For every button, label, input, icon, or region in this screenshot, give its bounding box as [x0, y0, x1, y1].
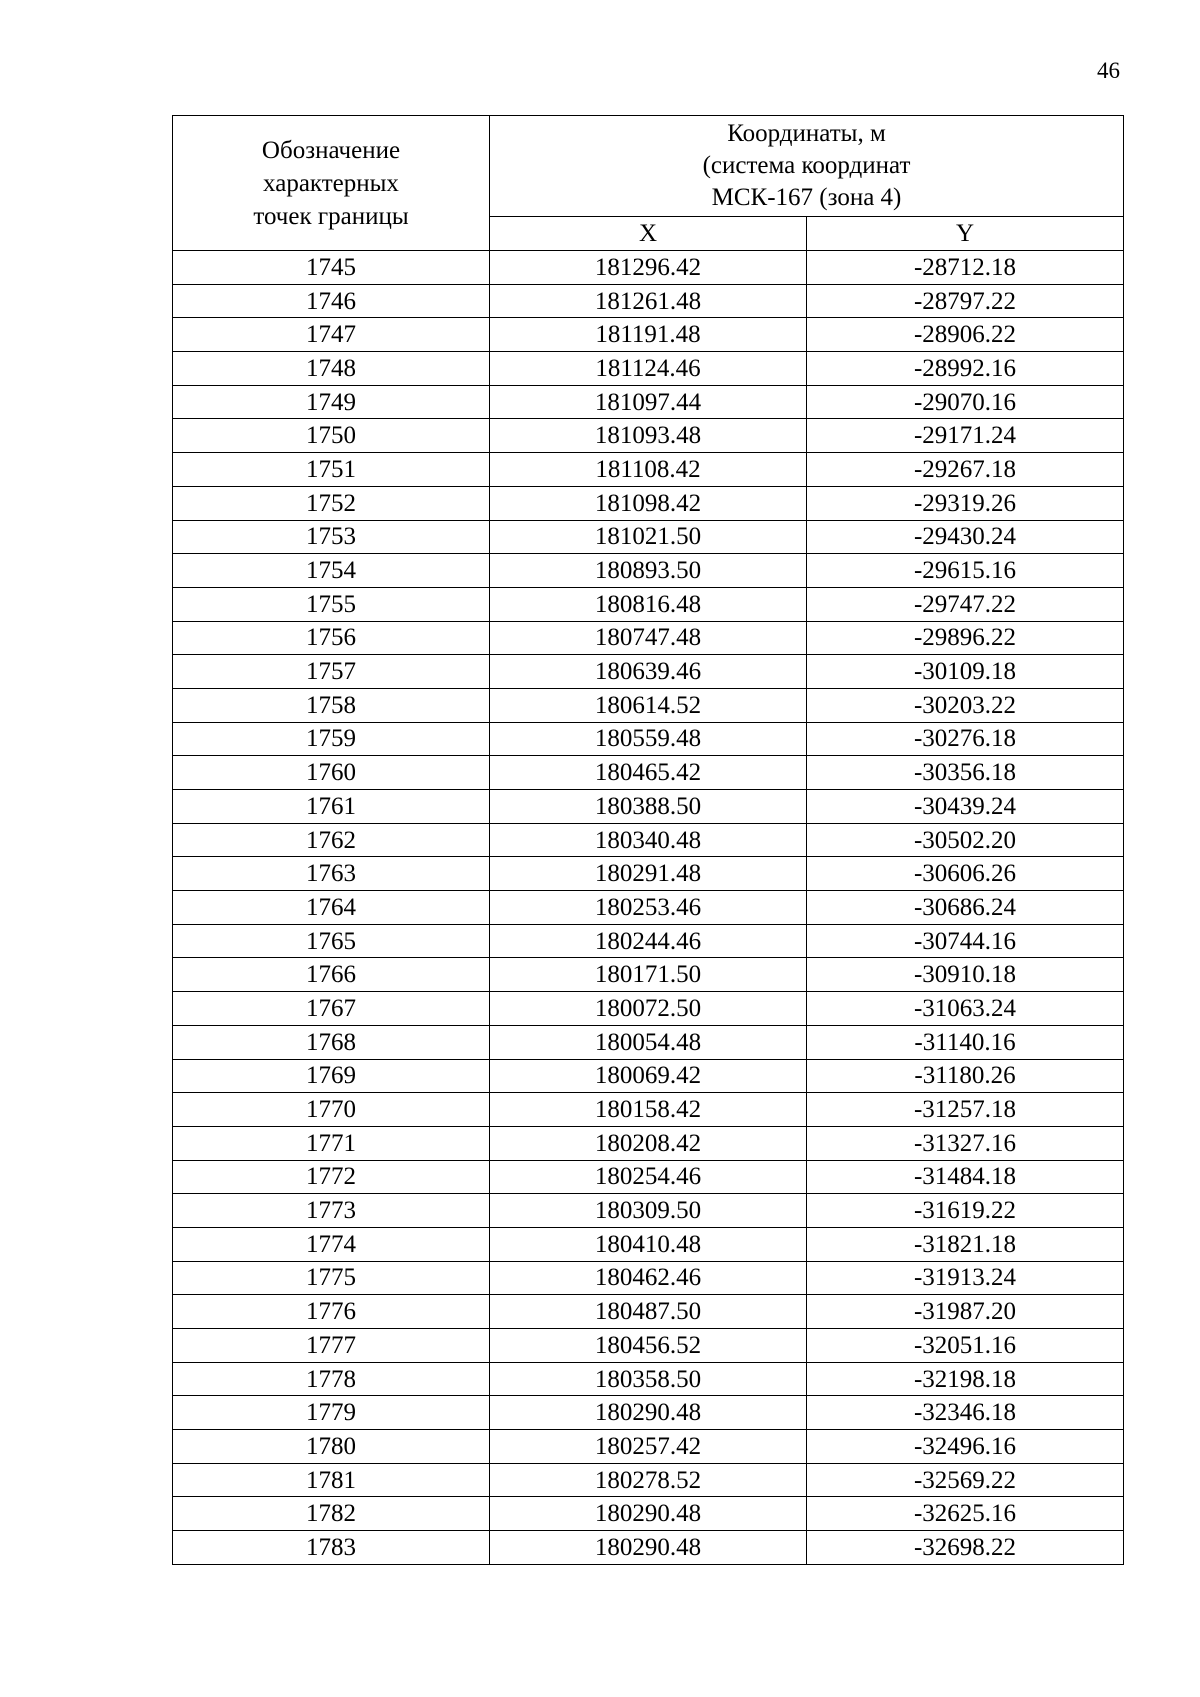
point-cell: 1774	[173, 1227, 490, 1261]
point-cell: 1760	[173, 756, 490, 790]
table-row	[173, 453, 1124, 487]
x-coordinate-cell: 180171.50	[490, 958, 807, 992]
table-row	[173, 1531, 1124, 1565]
x-coordinate-cell: 181097.44	[490, 385, 807, 419]
y-coordinate-cell: -29747.22	[807, 587, 1124, 621]
y-coordinate-cell: -30203.22	[807, 688, 1124, 722]
point-cell: 1763	[173, 857, 490, 891]
y-coordinate-cell: -29171.24	[807, 419, 1124, 453]
table-row	[173, 284, 1124, 318]
x-coordinate-cell: 180290.48	[490, 1531, 807, 1565]
y-coordinate-cell: -31257.18	[807, 1093, 1124, 1127]
table-row	[173, 891, 1124, 925]
x-coordinate-cell: 181261.48	[490, 284, 807, 318]
x-coordinate-cell: 180639.46	[490, 655, 807, 689]
point-cell: 1766	[173, 958, 490, 992]
x-coordinate-cell: 180253.46	[490, 891, 807, 925]
point-cell: 1777	[173, 1329, 490, 1363]
y-coordinate-cell: -32051.16	[807, 1329, 1124, 1363]
point-designation-header	[173, 116, 490, 251]
y-coordinate-cell: -32625.16	[807, 1497, 1124, 1531]
table-body	[173, 251, 1124, 1565]
x-coordinate-cell: 181124.46	[490, 352, 807, 386]
table-row	[173, 385, 1124, 419]
coordinates-header	[490, 116, 1124, 217]
y-coordinate-cell: -31913.24	[807, 1261, 1124, 1295]
point-cell: 1751	[173, 453, 490, 487]
y-coordinate-cell: -28906.22	[807, 318, 1124, 352]
y-coordinate-cell: -29896.22	[807, 621, 1124, 655]
table-row	[173, 1059, 1124, 1093]
table-row	[173, 1093, 1124, 1127]
point-cell: 1778	[173, 1362, 490, 1396]
x-coordinate-cell: 180462.46	[490, 1261, 807, 1295]
table-row	[173, 1126, 1124, 1160]
table-row	[173, 1463, 1124, 1497]
point-cell: 1767	[173, 992, 490, 1026]
point-cell: 1749	[173, 385, 490, 419]
point-cell: 1765	[173, 924, 490, 958]
y-coordinate-cell: -32346.18	[807, 1396, 1124, 1430]
point-cell: 1747	[173, 318, 490, 352]
table-row	[173, 520, 1124, 554]
table-row	[173, 688, 1124, 722]
y-coordinate-cell: -30744.16	[807, 924, 1124, 958]
y-column-header: Y	[807, 217, 1124, 251]
point-cell: 1770	[173, 1093, 490, 1127]
point-cell: 1758	[173, 688, 490, 722]
x-coordinate-cell: 180559.48	[490, 722, 807, 756]
x-coordinate-cell: 181296.42	[490, 251, 807, 285]
point-cell: 1783	[173, 1531, 490, 1565]
x-column-header: X	[490, 217, 807, 251]
table-row	[173, 790, 1124, 824]
table-header	[173, 116, 1124, 251]
table-row	[173, 1362, 1124, 1396]
point-cell: 1753	[173, 520, 490, 554]
x-coordinate-cell: 181191.48	[490, 318, 807, 352]
x-coordinate-cell: 181093.48	[490, 419, 807, 453]
x-coordinate-cell: 180290.48	[490, 1497, 807, 1531]
y-coordinate-cell: -30356.18	[807, 756, 1124, 790]
y-coordinate-cell: -32198.18	[807, 1362, 1124, 1396]
point-cell: 1775	[173, 1261, 490, 1295]
y-coordinate-cell: -29615.16	[807, 554, 1124, 588]
table-row	[173, 486, 1124, 520]
x-coordinate-cell: 180072.50	[490, 992, 807, 1026]
table-row	[173, 621, 1124, 655]
x-coordinate-cell: 180290.48	[490, 1396, 807, 1430]
point-cell: 1773	[173, 1194, 490, 1228]
point-cell: 1771	[173, 1126, 490, 1160]
point-cell: 1757	[173, 655, 490, 689]
y-coordinate-cell: -30910.18	[807, 958, 1124, 992]
y-coordinate-cell: -28797.22	[807, 284, 1124, 318]
x-coordinate-cell: 180254.46	[490, 1160, 807, 1194]
page-number: 46	[1097, 58, 1120, 83]
x-coordinate-cell: 180893.50	[490, 554, 807, 588]
y-coordinate-cell: -31180.26	[807, 1059, 1124, 1093]
y-coordinate-cell: -32698.22	[807, 1531, 1124, 1565]
x-coordinate-cell: 180487.50	[490, 1295, 807, 1329]
table-row	[173, 1227, 1124, 1261]
point-cell: 1782	[173, 1497, 490, 1531]
point-cell: 1756	[173, 621, 490, 655]
y-coordinate-cell: -31619.22	[807, 1194, 1124, 1228]
table-row	[173, 1329, 1124, 1363]
point-cell: 1761	[173, 790, 490, 824]
table-row	[173, 1295, 1124, 1329]
point-cell: 1776	[173, 1295, 490, 1329]
x-coordinate-cell: 180291.48	[490, 857, 807, 891]
y-coordinate-cell: -29070.16	[807, 385, 1124, 419]
x-coordinate-cell: 180257.42	[490, 1430, 807, 1464]
table-row	[173, 924, 1124, 958]
coords-header-line: Координаты, м	[727, 120, 886, 147]
table-row	[173, 1497, 1124, 1531]
point-header-line: характерных	[263, 169, 399, 197]
point-cell: 1752	[173, 486, 490, 520]
table-row	[173, 756, 1124, 790]
x-coordinate-cell: 181098.42	[490, 486, 807, 520]
x-coordinate-cell: 180208.42	[490, 1126, 807, 1160]
x-coordinate-cell: 180054.48	[490, 1025, 807, 1059]
table-row	[173, 1430, 1124, 1464]
y-coordinate-cell: -31821.18	[807, 1227, 1124, 1261]
point-cell: 1754	[173, 554, 490, 588]
coords-header-line: МСК-167 (зона 4)	[711, 184, 902, 211]
table-row	[173, 318, 1124, 352]
table-row	[173, 1160, 1124, 1194]
y-coordinate-cell: -29319.26	[807, 486, 1124, 520]
point-cell: 1781	[173, 1463, 490, 1497]
x-coordinate-cell: 181021.50	[490, 520, 807, 554]
coordinates-table	[172, 115, 1124, 1565]
x-coordinate-cell: 180465.42	[490, 756, 807, 790]
x-coordinate-cell: 180340.48	[490, 823, 807, 857]
point-cell: 1768	[173, 1025, 490, 1059]
y-coordinate-cell: -31063.24	[807, 992, 1124, 1026]
y-coordinate-cell: -29430.24	[807, 520, 1124, 554]
table-row	[173, 1194, 1124, 1228]
x-coordinate-cell: 180388.50	[490, 790, 807, 824]
y-coordinate-cell: -31140.16	[807, 1025, 1124, 1059]
point-cell: 1762	[173, 823, 490, 857]
table-row	[173, 352, 1124, 386]
x-coordinate-cell: 180309.50	[490, 1194, 807, 1228]
point-cell: 1759	[173, 722, 490, 756]
y-coordinate-cell: -28992.16	[807, 352, 1124, 386]
x-coordinate-cell: 181108.42	[490, 453, 807, 487]
point-cell: 1772	[173, 1160, 490, 1194]
point-header-line: точек границы	[253, 202, 409, 230]
point-cell: 1750	[173, 419, 490, 453]
y-coordinate-cell: -30686.24	[807, 891, 1124, 925]
y-coordinate-cell: -31484.18	[807, 1160, 1124, 1194]
y-coordinate-cell: -28712.18	[807, 251, 1124, 285]
x-coordinate-cell: 180244.46	[490, 924, 807, 958]
y-coordinate-cell: -30606.26	[807, 857, 1124, 891]
point-cell: 1746	[173, 284, 490, 318]
y-coordinate-cell: -29267.18	[807, 453, 1124, 487]
table-row	[173, 1025, 1124, 1059]
y-coordinate-cell: -30109.18	[807, 655, 1124, 689]
y-coordinate-cell: -31987.20	[807, 1295, 1124, 1329]
table-row	[173, 1396, 1124, 1430]
point-cell: 1748	[173, 352, 490, 386]
x-coordinate-cell: 180158.42	[490, 1093, 807, 1127]
table-row	[173, 587, 1124, 621]
x-coordinate-cell: 180069.42	[490, 1059, 807, 1093]
table-row	[173, 251, 1124, 285]
table-row	[173, 419, 1124, 453]
header-row	[173, 116, 1124, 217]
table-row	[173, 958, 1124, 992]
point-cell: 1780	[173, 1430, 490, 1464]
x-coordinate-cell: 180358.50	[490, 1362, 807, 1396]
table-row	[173, 992, 1124, 1026]
x-coordinate-cell: 180278.52	[490, 1463, 807, 1497]
x-coordinate-cell: 180456.52	[490, 1329, 807, 1363]
point-header-line: Обозначение	[261, 136, 401, 164]
y-coordinate-cell: -32496.16	[807, 1430, 1124, 1464]
x-coordinate-cell: 180747.48	[490, 621, 807, 655]
table-row	[173, 823, 1124, 857]
x-coordinate-cell: 180410.48	[490, 1227, 807, 1261]
coords-header-line: (система координат	[702, 152, 911, 179]
table-row	[173, 1261, 1124, 1295]
y-coordinate-cell: -30439.24	[807, 790, 1124, 824]
point-cell: 1755	[173, 587, 490, 621]
table-row	[173, 554, 1124, 588]
table-row	[173, 857, 1124, 891]
point-cell: 1769	[173, 1059, 490, 1093]
y-coordinate-cell: -32569.22	[807, 1463, 1124, 1497]
x-coordinate-cell: 180816.48	[490, 587, 807, 621]
x-coordinate-cell: 180614.52	[490, 688, 807, 722]
y-coordinate-cell: -30276.18	[807, 722, 1124, 756]
y-coordinate-cell: -30502.20	[807, 823, 1124, 857]
point-cell: 1779	[173, 1396, 490, 1430]
point-cell: 1764	[173, 891, 490, 925]
table-row	[173, 722, 1124, 756]
table-row	[173, 655, 1124, 689]
point-cell: 1745	[173, 251, 490, 285]
y-coordinate-cell: -31327.16	[807, 1126, 1124, 1160]
